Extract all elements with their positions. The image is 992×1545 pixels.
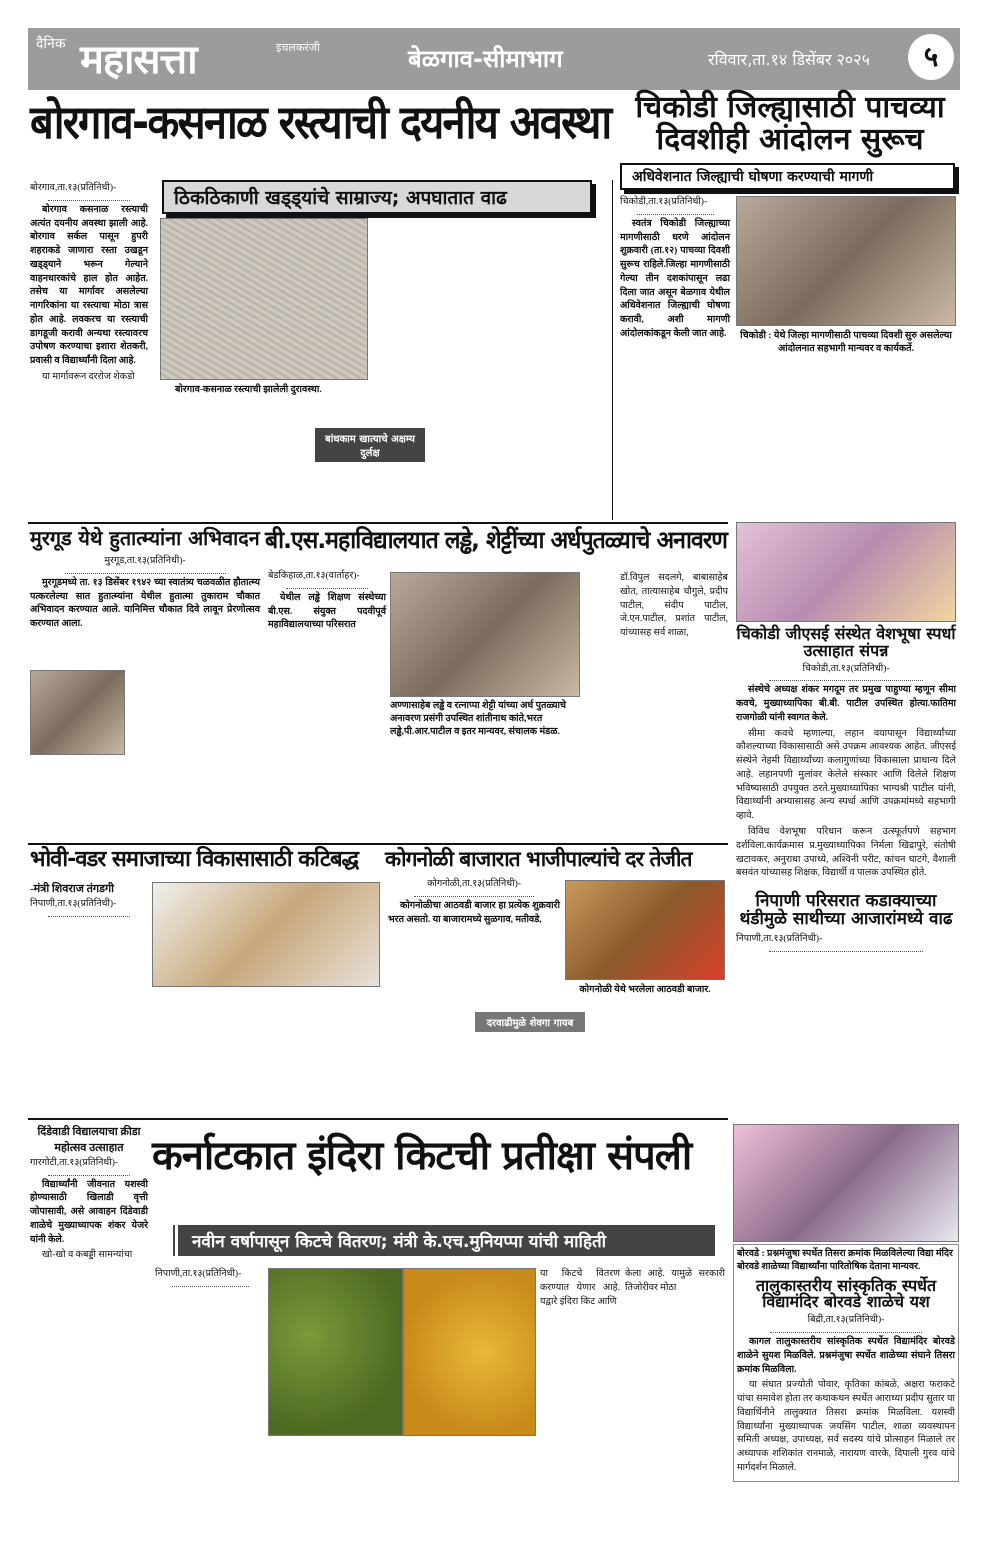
- article-murgud: [30, 555, 260, 634]
- headline-bs-college: बी.एस.महाविद्यालयात लड्ढे, शेट्टींच्या अर्धपुतळ्याचे अनावरण: [265, 526, 728, 554]
- headline-bhovi-box: [30, 848, 380, 871]
- photo-caption: बोरगाव-कसनाळ रस्त्याची झालेली दुरावस्था.: [175, 385, 322, 395]
- article-kicker: -मंत्री शिवराज तंगडगी: [30, 883, 115, 895]
- dateline: बोरगाव,ता.१३(प्रतिनिधी)-: [30, 182, 148, 201]
- masthead: [28, 28, 960, 90]
- photo-caption: कोगनोळी येथे भरलेला आठवडी बाजार.: [579, 985, 711, 995]
- article-chikodi: [620, 196, 730, 344]
- subheadline-chikodi: अधिवेशनात जिल्ह्याची घोषणा करण्याची मागणी: [632, 169, 874, 185]
- headline-borgaon-box: [30, 95, 611, 149]
- photo-costume-competition: [736, 522, 956, 622]
- article-karnataka-col4: केला आहे. यामुळे सरकारी तिजोरीवर मोठा: [625, 1269, 725, 1293]
- article-gse: [736, 663, 956, 883]
- section-divider: [28, 1118, 728, 1120]
- article-dindewadi: [30, 1125, 148, 1265]
- article-lede: कागल तालुकास्तरीय सांस्कृतिक स्पर्धेत विद्यामंदिर बोरवडे शाळेने सुयश मिळविले. प्रश्नमंजुषा स्पर्धेत शाळेच्या संघाने तिसरा क्रमांक मिळविला.: [737, 1336, 955, 1375]
- article-lede: कोगनोळीचा आठवडी बाजार हा प्रत्येक शुक्रवारी भरत असतो. या बाजारामध्ये सुळगाव, मतीवडे,: [388, 900, 560, 925]
- story-chikodi: [620, 92, 960, 494]
- newspaper-logo: महासत्ता: [80, 37, 197, 83]
- headline-murgud-box: [30, 528, 260, 549]
- article-lede: स्वतंत्र चिकोडी जिल्ह्याच्या मागणीसाठी धरणे आंदोलन शुक्रवारी (ता.१२) पाचव्या दिवशी सुरूच राहिले.जिल्हा मागणीसाठी गेल्या तीन दशकांपासून लढा दिला जात असून बेळगाव येथील अधिवेशनात जिल्ह्याची घोषणा करावी, अशी मागणी आंदोलकांकडून केली जात आहे.: [620, 218, 730, 339]
- photo-vegetable-market: [565, 880, 725, 980]
- headline-murgud: मुरगूड येथे हुतात्म्यांना अभिवादन: [30, 526, 260, 550]
- dateline: कोगनोळी,ता.१३(प्रतिनिधी)-: [388, 878, 560, 897]
- article-borgaon: [30, 182, 148, 387]
- dateline: चिकोडी,ता.१३(प्रतिनिधी)-: [736, 663, 956, 682]
- headline-karnataka: कर्नाटकात इंदिरा किटची प्रतीक्षा संपली: [152, 1133, 692, 1179]
- edition-city: इचलकरंजी: [276, 41, 320, 54]
- article-paragraph: या संघात प्रज्योती पोवार, कृतिका कांबळे, अक्षरा फराकटे यांचा समावेश होता तर कथाकथन स्पर्धेत आराध्या प्रदीप सुतार या विद्यार्थिनीने तालुक्यात तिसरा क्रमांक मिळविला. यशस्वी विद्यार्थ्यांना मुख्याध्यापक जयसिंग पाटील, शाळा व्यवस्थापन समिती अध्यक्ष, उपाध्यक्ष, सर्व सदस्य यांचे प्रोत्साहन मिळाले तर अध्यापक शशिकांत रानमाळे, नारायण वारके, दिपाली गुरव यांचे मार्गदर्शन मिळाले.: [737, 1380, 955, 1473]
- dateline: निपाणी,ता.१३(प्रतिनिधी)-: [736, 933, 956, 952]
- subheadline-borgaon: ठिकठिकाणी खड्ड्यांचे साम्राज्य; अपघातात वाढ: [174, 187, 507, 209]
- dateline: निपाणी,ता.१३(प्रतिनिधी)-: [155, 1268, 265, 1287]
- story-gse-nipani: [736, 522, 956, 955]
- page-number: ५: [908, 34, 954, 80]
- article-paragraph: या मार्गावरून दररोज शेकडो: [42, 371, 135, 382]
- article-paragraph: विविध वेशभूषा परिधान करून उत्स्फूर्तपणे सहभाग दर्शविला.कार्यक्रमास प्र.मुख्याध्यापिका निर्मला खिद्रापुरे, संतोषी खटावकर, अनुराधा उपाध्ये, अश्विनी परीट, कांचन घाटगे, वैशाली बसवंत यांच्यासह शिक्षक, विद्यार्थी व पालक उपस्थित होते.: [736, 827, 956, 879]
- article-lede: बोरगाव कसनाळ रस्त्याची अत्यंत दयनीय अवस्था झाली आहे. बोरगाव सर्कल पासून हुपरी शहराकडे जाणारा रस्ता उखडून खड्ड्याने भरून गेल्याने वाहनधारकांचे हाल होत आहेत. तसेच या मार्गावर असलेल्या नागरिकांना या रस्त्याचा मोठा त्रास होत आहे. लवकरच या रस्त्याची डागडूजी करावी अन्यथा रस्त्यावरच उपोषण करण्याचा इशारा शेतकरी, प्रवासी व विद्यार्थ्यांनी दिला आहे.: [30, 204, 148, 367]
- dateline: चिकोडी,ता.१३(प्रतिनिधी)-: [620, 196, 730, 215]
- dateline: गारगोटी,ता.१३(प्रतिनिधी)-: [30, 1157, 148, 1176]
- headline-nipani: निपाणी परिसरात कडाक्याच्या थंडीमुळे साथीच्या आजारांमध्ये वाढ: [739, 891, 953, 929]
- article-lede: येथील लड्ढे शिक्षण संस्थेच्या बी.एस. संयुक्त पदवीपूर्व महाविद्यालयाच्या परिसरात: [268, 592, 386, 631]
- photo-minister-event: [152, 882, 380, 987]
- photo-caption: बोरवडे : प्रश्नमंजुषा स्पर्धेत तिसरा क्रमांक मिळविलेल्या विद्या मंदिर बोरवडे शाळेच्या विद्यार्थ्यांना पारितोषिक देताना मान्यवर.: [737, 1249, 953, 1272]
- subheadline-chikodi-box: [620, 163, 955, 190]
- article-bhovi: [30, 882, 148, 920]
- headline-kognoli-box: [385, 848, 727, 870]
- section-divider: [28, 522, 728, 524]
- section-divider: [28, 843, 728, 845]
- headline-borawade: तालुकास्तरीय सांस्कृतिक स्पर्धेत विद्यामंदिर बोरवडे शाळेचे यश: [755, 1275, 937, 1312]
- story-borawade: [733, 1124, 959, 1482]
- dateline: बिद्री,ता.१३(प्रतिनिधी)-: [737, 1314, 955, 1333]
- column-rule: [612, 180, 613, 520]
- dateline: बेडकिहाळ,ता.१३(वार्ताहर)-: [268, 570, 386, 589]
- article-kognoli: [388, 878, 560, 929]
- article-nipani: [736, 933, 956, 955]
- photo-damaged-road: [160, 218, 368, 380]
- section-title: बेळगाव-सीमाभाग: [408, 45, 563, 73]
- article-karnataka-col3: या किटचे वितरण करण्यात येणार आहे. यद्वारे इंदिरा किट आणि: [540, 1269, 620, 1307]
- article-bs-college-col: डॉ.विपुल सदलगे, बाबासाहेब खोत, तात्यासाहेब चौगुले, प्रदीप पाटील, संदीप पाटील, जे.एन.पाटील, प्रशांत पाटील, यांच्यासह सर्व शाळा,: [620, 573, 728, 639]
- headline-borgaon: बोरगाव-कसनाळ रस्त्याची दयनीय अवस्था: [30, 95, 611, 149]
- article-lede: मुरगूडमध्ये ता. १३ डिसेंबर १९४२ च्या स्वातंत्र्य चळवळीत हौतात्म्य पत्करलेल्या सात हुतात्म्यांना येथील हुतात्मा तुकाराम चौकात अभिवादन करण्यात आले. यानिमित्त चौकात दिवे लावून प्रेरणोत्सव करण्यात आला.: [30, 577, 260, 630]
- photo-lentils: [403, 1268, 536, 1436]
- headline-bs-college-box: [265, 528, 727, 553]
- borawade-box: [733, 1244, 959, 1482]
- photo-caption: अण्णासाहेब लड्ढे व रत्नाप्पा शेट्टी यांच्या अर्ध पुतळ्याचे अनावरण प्रसंगी उपस्थित शांतीनाथ कांते,भरत लड्ढे,पी.आर.पाटील व इतर मान्यवर, संचालक मंडळ.: [390, 701, 567, 737]
- article-paragraph: खो-खो व कबड्डी सामन्यांचा: [42, 1250, 133, 1261]
- article-bs-college: [268, 570, 386, 635]
- photo-caption: चिकोडी : येथे जिल्हा मागणीसाठी पाचव्या दिवशी सुरु असलेल्या आंदोलनात सहभागी मान्यवर व कार्यकर्ते.: [740, 331, 952, 354]
- headline-bhovi: भोवी-वडर समाजाच्या विकासासाठी कटिबद्ध: [30, 847, 359, 872]
- photo-grains: [268, 1268, 403, 1436]
- masthead-prefix: दैनिक: [36, 36, 66, 52]
- headline-dindewadi: दिंडेवाडी विद्यालयाचा क्रीडा महोत्सव उत्साहात: [37, 1126, 141, 1154]
- article-lede: विद्यार्थ्यांनी जीवनात यशस्वी होण्यासाठी खिलाडी वृत्ती जोपासावी, असे आवाहन दिंडेवाडी शाळेचे मुख्याध्यापक शंकर येजरे यांनी केले.: [30, 1179, 148, 1245]
- photo-protest: [736, 196, 956, 326]
- article-borawade: [737, 1314, 955, 1475]
- headline-gse: चिकोडी जीएसई संस्थेत वेशभूषा स्पर्धा उत्साहात संपन्न: [736, 624, 956, 660]
- headline-chikodi: चिकोडी जिल्ह्यासाठी पाचव्या दिवशीही आंदोलन सुरूच: [635, 90, 945, 157]
- dateline: निपाणी,ता.१३(प्रतिनिधी)-: [30, 898, 148, 917]
- inset-callout: दरवाढीमुळे शेवगा गायब: [475, 1012, 585, 1032]
- headline-kognoli: कोगनोळी बाजारात भाजीपाल्यांचे दर तेजीत: [385, 847, 692, 871]
- subheadline-karnataka-box: [170, 1225, 715, 1256]
- inset-callout: बांधकाम खात्याचे अक्षम्य दुर्लक्ष: [315, 428, 425, 462]
- photo-statue-unveiling: [390, 572, 580, 697]
- photo-memorial: [30, 670, 125, 755]
- article-karnataka: [155, 1268, 265, 1290]
- dateline: मुरगूड,ता.१३(प्रतिनिधी)-: [30, 555, 260, 574]
- subheadline-karnataka: नवीन वर्षापासून किटचे वितरण; मंत्री के.एच.मुनियप्पा यांची माहिती: [192, 1232, 607, 1252]
- headline-karnataka-box: [152, 1135, 727, 1177]
- subheadline-borgaon-box: [162, 180, 592, 214]
- photo-prize-distribution: [733, 1124, 959, 1242]
- article-paragraph: संस्थेचे अध्यक्ष शंकर मगदूम तर प्रमुख पाहुण्या म्हणून सीमा कवचे, मुख्याध्यापिका बी.बी. पाटील उपस्थित होत्या.फातिमा राजगोळी यांनी स्वागत केले.: [736, 685, 956, 723]
- article-paragraph: सीमा कवचे म्हणाल्या, लहान वयापासून विद्यार्थ्यांच्या कौशल्याच्या विकासासाठी असे उपक्रम आवश्यक आहेत. जीएसई संस्थेने नेहमी विद्यार्थ्यांच्या कलागुणांच्या विकासाला प्राधान्य दिले आहे. लहानपणी मुलांवर केलेले संस्कार आणि दिलेले शिक्षण भविष्यासाठी उपयुक्त ठरते.मुख्याध्यापिका भाग्यश्री पाटील यांनी, विद्यार्थ्यांनी अभ्यासासह अन्य स्पर्धा आणि उपक्रमांमध्ये सहभागी व्हावे.: [736, 728, 956, 822]
- issue-date: रविवार,ता.१४ डिसेंबर २०२५: [708, 50, 870, 69]
